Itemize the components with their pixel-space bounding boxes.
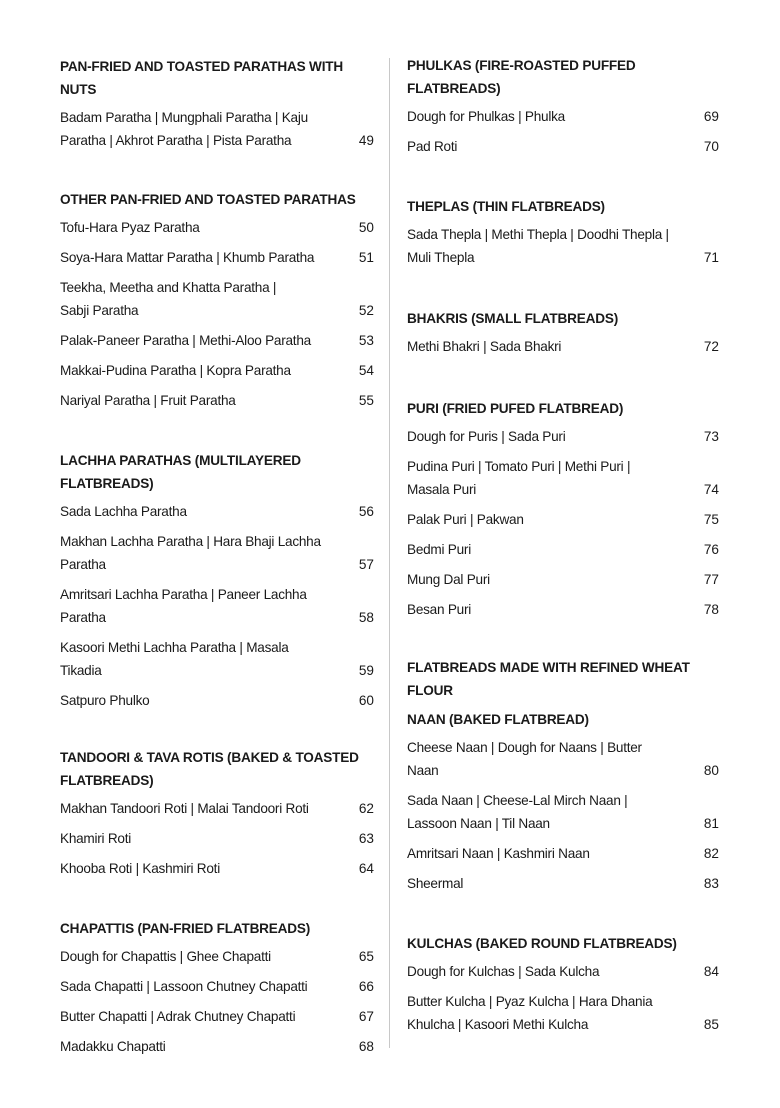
entry-title-line: Dough for Phulkas | Phulka [407, 109, 565, 124]
entry-title-line: Butter Chapatti | Adrak Chutney Chapatti [60, 1009, 296, 1024]
entry-title [407, 538, 471, 561]
entry-title-line: Makkai-Pudina Paratha | Kopra Paratha [60, 363, 291, 378]
entry-title-line: Amritsari Lachha Paratha | Paneer Lachha [60, 587, 307, 602]
entry-title [60, 1005, 295, 1028]
toc-entry[interactable] [60, 359, 374, 382]
toc-entry[interactable] [407, 508, 719, 531]
entry-title-line: Tofu-Hara Pyaz Paratha [60, 220, 200, 235]
page-number: 77 [703, 572, 719, 587]
entry-title-line: Methi Bhakri | Sada Bhakri [407, 339, 562, 354]
entry-title [60, 329, 311, 352]
toc-section [60, 55, 374, 159]
page-number: 58 [358, 610, 374, 625]
toc-section [60, 188, 374, 419]
toc-entry[interactable] [60, 1005, 374, 1028]
heading-line: BHAKRIS (SMALL FLATBREADS) [407, 311, 619, 326]
entry-title-line: Amritsari Naan | Kashmiri Naan [407, 846, 590, 861]
entry-title-line: Makhan Tandoori Roti | Malai Tandoori Roti [60, 801, 309, 816]
section-heading [60, 917, 374, 940]
heading-line: NUTS [60, 82, 97, 97]
entry-title-line: Pad Roti [407, 139, 458, 154]
entry-title [60, 216, 200, 239]
page-number: 75 [703, 512, 719, 527]
toc-section [407, 397, 719, 628]
column-divider [389, 58, 390, 1048]
entry-title [407, 736, 642, 782]
section-heading [407, 656, 719, 702]
heading-line: FLATBREADS MADE WITH REFINED WHEAT [407, 660, 690, 675]
entry-title-line: Tikadia [60, 663, 102, 678]
heading-line: FLOUR [407, 683, 453, 698]
page-number: 57 [358, 557, 374, 572]
toc-entry[interactable] [60, 797, 374, 820]
entry-title-line: Besan Puri [407, 602, 471, 617]
section-subheading: NAAN (BAKED FLATBREAD) [407, 712, 589, 727]
heading-line: LACHHA PARATHAS (MULTILAYERED [60, 453, 301, 468]
page-number: 76 [703, 542, 719, 557]
entry-title-line: Khamiri Roti [60, 831, 132, 846]
entry-title [407, 568, 490, 591]
entry-title [60, 359, 291, 382]
page-number: 81 [703, 816, 719, 831]
toc-entry[interactable] [60, 945, 374, 968]
section-heading [407, 54, 719, 100]
entry-title [60, 583, 307, 629]
toc-entry[interactable] [407, 568, 719, 591]
entry-title [407, 842, 590, 865]
entry-title-line: Masala Puri [407, 482, 477, 497]
entry-title [407, 508, 524, 531]
entry-title [60, 857, 220, 880]
page-number: 74 [703, 482, 719, 497]
entry-title-line: Palak Puri | Pakwan [407, 512, 524, 527]
section-heading [60, 55, 374, 101]
toc-entry[interactable] [407, 135, 719, 158]
page-number: 78 [703, 602, 719, 617]
entry-title-line: Makhan Lachha Paratha | Hara Bhaji Lachha [60, 534, 321, 549]
entry-title [60, 246, 314, 269]
entry-title-line: Palak-Paneer Paratha | Methi-Aloo Paratha [60, 333, 311, 348]
entry-title-line: Dough for Kulchas | Sada Kulcha [407, 964, 600, 979]
entry-title-line: Bedmi Puri [407, 542, 471, 557]
toc-entry[interactable] [60, 530, 374, 576]
entry-title [60, 975, 307, 998]
toc-entry[interactable] [60, 1035, 374, 1058]
entry-title-line: Sheermal [407, 876, 464, 891]
entry-title [60, 797, 309, 820]
entry-title-line: Sada Chapatti | Lassoon Chutney Chapatti [60, 979, 308, 994]
toc-entry[interactable] [60, 246, 374, 269]
page-number: 85 [703, 1017, 719, 1032]
toc-entry[interactable] [407, 223, 719, 269]
page-number: 80 [703, 763, 719, 778]
page-number: 55 [358, 393, 374, 408]
toc-entry[interactable] [60, 975, 374, 998]
section-heading [60, 746, 374, 792]
entry-title [60, 945, 271, 968]
section-heading [407, 397, 719, 420]
entry-title [407, 223, 669, 269]
toc-entry[interactable] [407, 538, 719, 561]
entry-title-line: Teekha, Meetha and Khatta Paratha | [60, 280, 277, 295]
toc-entry[interactable] [407, 842, 719, 865]
entry-title [407, 872, 463, 895]
page-number: 68 [358, 1039, 374, 1054]
entry-title [407, 455, 630, 501]
page-number: 82 [703, 846, 719, 861]
page-number: 56 [358, 504, 374, 519]
heading-line: FLATBREADS) [407, 81, 501, 96]
entry-title [60, 689, 149, 712]
entry-title [60, 389, 236, 412]
toc-section [407, 195, 719, 276]
entry-title-line: Butter Kulcha | Pyaz Kulcha | Hara Dhania [407, 994, 653, 1009]
entry-title-line: Paratha | Akhrot Paratha | Pista Paratha [60, 133, 292, 148]
page-number: 60 [358, 693, 374, 708]
toc-section [60, 746, 374, 887]
toc-section [407, 54, 719, 165]
entry-title-line: Mung Dal Puri [407, 572, 490, 587]
entry-title [407, 598, 471, 621]
toc-entry[interactable] [407, 105, 719, 128]
entry-title-line: Badam Paratha | Mungphali Paratha | Kaju [60, 110, 308, 125]
entry-title-line: Khooba Roti | Kashmiri Roti [60, 861, 220, 876]
toc-entry[interactable] [60, 106, 374, 152]
entry-title [407, 425, 565, 448]
heading-line: THEPLAS (THIN FLATBREADS) [407, 199, 605, 214]
page-number: 63 [358, 831, 374, 846]
heading-line: TANDOORI & TAVA ROTIS (BAKED & TOASTED [60, 750, 359, 765]
entry-title-line: Naan [407, 763, 439, 778]
entry-title [407, 789, 627, 835]
entry-title [60, 276, 276, 322]
page-number: 66 [358, 979, 374, 994]
section-heading [60, 449, 374, 495]
entry-title-line: Sada Lachha Paratha [60, 504, 187, 519]
heading-line: CHAPATTIS (PAN-FRIED FLATBREADS) [60, 921, 311, 936]
toc-entry[interactable] [60, 216, 374, 239]
toc-entry[interactable] [60, 276, 374, 322]
entry-title-line: Khulcha | Kasoori Methi Kulcha [407, 1017, 589, 1032]
entry-title [60, 106, 308, 152]
entry-title [60, 636, 289, 682]
entry-title-line: Kasoori Methi Lachha Paratha | Masala [60, 640, 289, 655]
section-heading [407, 195, 719, 218]
page-number: 51 [358, 250, 374, 265]
page-number: 49 [358, 133, 374, 148]
toc-entry[interactable] [407, 455, 719, 501]
entry-title [60, 530, 321, 576]
entry-title [60, 827, 131, 850]
entry-title-line: Satpuro Phulko [60, 693, 150, 708]
entry-title-line: Pudina Puri | Tomato Puri | Methi Puri | [407, 459, 631, 474]
entry-title [60, 1035, 166, 1058]
page-number: 50 [358, 220, 374, 235]
page-number: 69 [703, 109, 719, 124]
toc-entry[interactable] [60, 389, 374, 412]
page-number: 67 [358, 1009, 374, 1024]
page-number: 72 [703, 339, 719, 354]
entry-title-line: Soya-Hara Mattar Paratha | Khumb Paratha [60, 250, 315, 265]
toc-entry[interactable] [60, 500, 374, 523]
page-number: 53 [358, 333, 374, 348]
entry-title [407, 990, 652, 1036]
page-number: 62 [358, 801, 374, 816]
heading-line: PAN-FRIED AND TOASTED PARATHAS WITH [60, 59, 343, 74]
heading-line: FLATBREADS) [60, 773, 154, 788]
toc-entry[interactable] [407, 736, 719, 782]
toc-entry[interactable] [60, 827, 374, 850]
toc-entry[interactable] [407, 789, 719, 835]
section-heading [407, 932, 719, 955]
toc-section [60, 917, 374, 1065]
page-number: 59 [358, 663, 374, 678]
page-number: 71 [703, 250, 719, 265]
toc-entry[interactable] [407, 598, 719, 621]
toc-entry[interactable] [407, 872, 719, 895]
heading-line: PHULKAS (FIRE-ROASTED PUFFED [407, 58, 636, 73]
entry-title-line: Paratha [60, 610, 106, 625]
toc-entry[interactable] [407, 335, 719, 358]
entry-title-line: Dough for Chapattis | Ghee Chapatti [60, 949, 271, 964]
entry-title-line: Muli Thepla [407, 250, 475, 265]
entry-title-line: Sada Naan | Cheese-Lal Mirch Naan | [407, 793, 628, 808]
entry-title [407, 105, 565, 128]
toc-section [407, 932, 719, 1043]
page-number: 64 [358, 861, 374, 876]
heading-line: OTHER PAN-FRIED AND TOASTED PARATHAS [60, 192, 356, 207]
toc-section [407, 656, 719, 902]
heading-line: FLATBREADS) [60, 476, 154, 491]
toc-entry[interactable] [407, 425, 719, 448]
toc-entry[interactable] [60, 329, 374, 352]
entry-title-line: Dough for Puris | Sada Puri [407, 429, 566, 444]
entry-title-line: Madakku Chapatti [60, 1039, 166, 1054]
toc-entry[interactable] [60, 857, 374, 880]
heading-line: KULCHAS (BAKED ROUND FLATBREADS) [407, 936, 677, 951]
toc-entry[interactable] [60, 689, 374, 712]
toc-entry[interactable] [407, 990, 719, 1036]
entry-title-line: Nariyal Paratha | Fruit Paratha [60, 393, 236, 408]
entry-title [407, 335, 561, 358]
toc-section [407, 307, 719, 365]
page-number: 54 [358, 363, 374, 378]
page-number: 84 [703, 964, 719, 979]
page-number: 83 [703, 876, 719, 891]
section-heading [60, 188, 374, 211]
entry-title-line: Sabji Paratha [60, 303, 139, 318]
page-number: 73 [703, 429, 719, 444]
entry-title [60, 500, 187, 523]
entry-title [407, 960, 599, 983]
entry-title-line: Paratha [60, 557, 106, 572]
section-heading [407, 307, 719, 330]
page-number: 70 [703, 139, 719, 154]
entry-title [407, 135, 457, 158]
page-number: 65 [358, 949, 374, 964]
toc-section [60, 449, 374, 719]
toc-entry[interactable] [407, 960, 719, 983]
entry-title-line: Cheese Naan | Dough for Naans | Butter [407, 740, 642, 755]
entry-title-line: Sada Thepla | Methi Thepla | Doodhi Thepla | [407, 227, 669, 242]
entry-title-line: Lassoon Naan | Til Naan [407, 816, 550, 831]
page-number: 52 [358, 303, 374, 318]
toc-entry[interactable] [60, 583, 374, 629]
toc-entry[interactable] [60, 636, 374, 682]
heading-line: PURI (FRIED PUFED FLATBREAD) [407, 401, 624, 416]
